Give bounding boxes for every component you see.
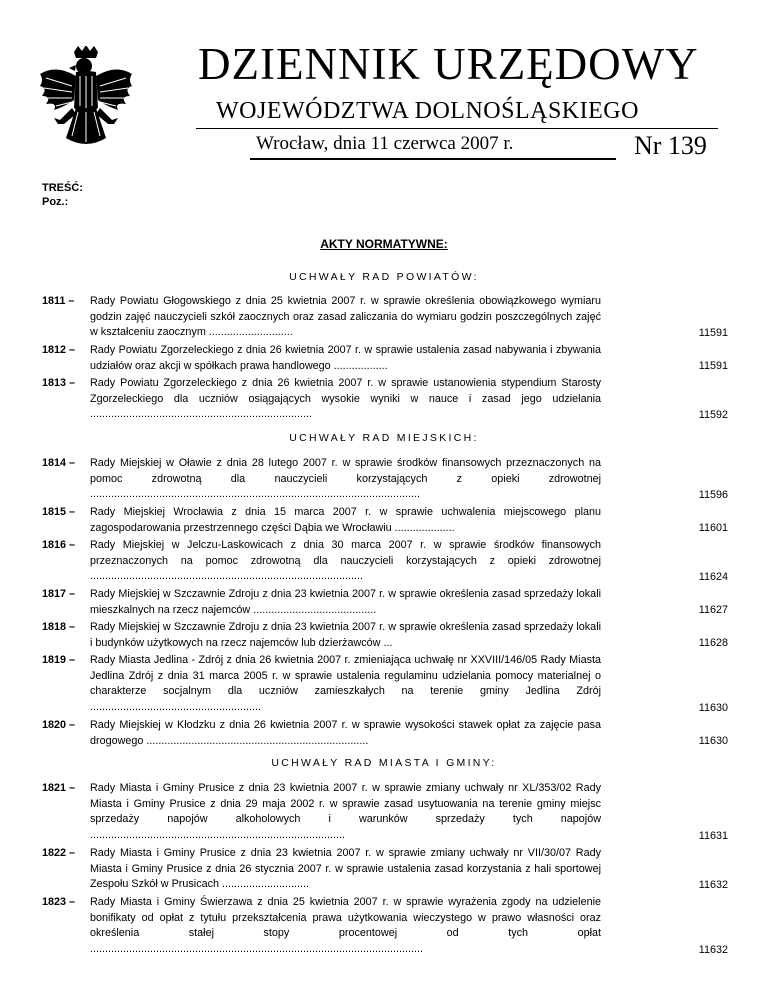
- entry-number: 1817 –: [42, 588, 76, 600]
- entry-title: Rady Miejskiej w Szczawnie Zdroju z dnia 23 kwietnia 2007 r. w sprawie określenia zasad sprzedaży lokali i budynków użytkowych na rzecz najemców lub dzierżawców ...: [90, 621, 601, 649]
- entry-title: Rady Miejskiej w Oławie z dnia 28 lutego 2007 r. w sprawie środków finansowych przeznaczonych na pomoc zdrowotną dla nauczycieli korzystających z opieki zdrowotnej ..............................................................................................................: [90, 457, 601, 500]
- entry-title: Rady Powiatu Głogowskiego z dnia 25 kwietnia 2007 r. w sprawie określenia obowiązkowego wymiaru godzin zajęć nauczycieli szkół zaocznych oraz zasad zaliczania do wymiaru godzin poszczególnych zajęć w kształceniu zaocznym ............................: [90, 295, 601, 338]
- entry-title: Rady Miasta Jedlina - Zdrój z dnia 26 kwietnia 2007 r. zmieniająca uchwałę nr XXVIII/146/05 Rady Miasta Jedlina Zdrój z dnia 31 marca 2005 r. w sprawie ustalenia regulaminu udzielania pomocy materialnej o charakterze socjalnym dla uczniów zamieszkałych na terenie gminy Jedlina Zdrój .........................................................: [90, 654, 601, 713]
- entry-number: 1823 –: [42, 896, 76, 908]
- entry-page: 11596: [698, 488, 728, 501]
- entry-number: 1818 –: [42, 621, 76, 633]
- toc-entry[interactable]: [42, 781, 732, 844]
- toc-entry[interactable]: [42, 505, 732, 536]
- issue-number: Nr 139: [634, 131, 707, 160]
- entry-number: 1820 –: [42, 719, 76, 731]
- toc-entry[interactable]: [42, 620, 732, 651]
- entry-title: Rady Powiatu Zgorzeleckiego z dnia 26 kwietnia 2007 r. w sprawie ustanowienia stypendium Starosty Zgorzeleckiego dla uczniów osiągających wysokie wyniki w nauce i zasad jego udzielania ..........................................................................: [90, 377, 601, 420]
- entry-title: Rady Miejskiej w Jelczu-Laskowicach z dnia 30 marca 2007 r. w sprawie środków finansowych przeznaczonych na pomoc zdrowotną dla nauczycieli korzystających z opieki zdrowotnej ...........................................................................................: [90, 539, 601, 582]
- entry-page: 11601: [698, 521, 728, 534]
- entry-page: 11632: [698, 943, 728, 956]
- entry-title: Rady Miejskiej w Szczawnie Zdroju z dnia 23 kwietnia 2007 r. w sprawie określenia zasad sprzedaży lokali mieszkalnych na rzecz najemców .........................................: [90, 588, 601, 616]
- toc-entry[interactable]: [42, 294, 732, 341]
- dateline-rule: [250, 158, 616, 160]
- publication-title: DZIENNIK URZĘDOWY: [198, 39, 699, 89]
- section-heading: UCHWAŁY RAD MIASTA I GMINY:: [271, 757, 497, 769]
- entry-page: 11592: [698, 408, 728, 421]
- entry-title: Rady Miasta i Gminy Świerzawa z dnia 25 kwietnia 2007 r. w sprawie wyrażenia zgody na udzielenie bonifikaty od opłat z tytułu przekształcenia prawa użytkowania wieczystego w prawo własności oraz określenia stałej stopy procentowej od tych opłat ...............................................................................................................: [90, 896, 601, 955]
- entry-title: Rady Miejskiej Wrocławia z dnia 15 marca 2007 r. w sprawie uchwalenia miejscowego planu zagospodarowania przestrzennego części Dąbia we Wrocławiu ....................: [90, 506, 601, 534]
- polish-eagle-emblem: [36, 46, 136, 158]
- position-label: Poz.:: [42, 196, 69, 208]
- contents-label: TREŚĆ:: [42, 182, 83, 194]
- entry-number: 1813 –: [42, 377, 76, 389]
- entry-number: 1816 –: [42, 539, 76, 551]
- entry-page: 11630: [698, 701, 728, 714]
- entry-number: 1821 –: [42, 782, 76, 794]
- entry-title: Rady Powiatu Zgorzeleckiego z dnia 26 kwietnia 2007 r. w sprawie ustalenia zasad nabywania i zbywania udziałów oraz akcji w spółkach prawa handlowego ..................: [90, 344, 601, 372]
- entry-page: 11624: [698, 570, 728, 583]
- toc-entry[interactable]: [42, 538, 732, 585]
- entry-page: 11628: [698, 636, 728, 649]
- dateline: Wrocław, dnia 11 czerwca 2007 r.: [256, 133, 514, 154]
- entry-page: 11630: [698, 734, 728, 747]
- toc-entry[interactable]: [42, 895, 732, 958]
- entry-page: 11627: [698, 603, 728, 616]
- entry-title: Rady Miejskiej w Kłodzku z dnia 26 kwietnia 2007 r. w sprawie wysokości stawek opłat za zajęcie pasa drogowego ..........................................................................: [90, 719, 601, 747]
- toc-entry[interactable]: [42, 343, 732, 374]
- toc-entry[interactable]: [42, 376, 732, 423]
- entry-title: Rady Miasta i Gminy Prusice z dnia 23 kwietnia 2007 r. w sprawie zmiany uchwały nr XL/353/02 Rady Miasta i Gminy Prusice z dnia 29 maja 2002 r. w sprawie zasad usytuowania na terenie gminy miejsc sprzedaży napojów alkoholowych i warunków sprzedaży tych napojów .....................................................................................: [90, 782, 601, 841]
- section-heading: UCHWAŁY RAD MIEJSKICH:: [289, 432, 479, 444]
- toc-entry[interactable]: [42, 846, 732, 893]
- entry-page: 11631: [698, 829, 728, 842]
- section-heading: UCHWAŁY RAD POWIATÓW:: [289, 271, 479, 283]
- entry-number: 1812 –: [42, 344, 76, 356]
- toc-entry[interactable]: [42, 456, 732, 503]
- entry-title: Rady Miasta i Gminy Prusice z dnia 23 kwietnia 2007 r. w sprawie zmiany uchwały nr VII/30/07 Rady Miasta i Gminy Prusice z dnia 26 stycznia 2007 r. w sprawie ustalenia zasad korzystania z hali sportowej Zespołu Szkół w Prusicach .............................: [90, 847, 601, 890]
- entry-number: 1814 –: [42, 457, 76, 469]
- toc-entry[interactable]: [42, 718, 732, 749]
- acts-heading: AKTY NORMATYWNE:: [320, 237, 448, 251]
- entry-page: 11591: [698, 326, 728, 339]
- masthead-rule: [196, 128, 718, 129]
- entry-page: 11632: [698, 878, 728, 891]
- entry-number: 1822 –: [42, 847, 76, 859]
- entry-number: 1819 –: [42, 654, 76, 666]
- toc-entry[interactable]: [42, 653, 732, 716]
- entry-number: 1811 –: [42, 295, 75, 307]
- entry-number: 1815 –: [42, 506, 76, 518]
- toc-entry[interactable]: [42, 587, 732, 618]
- publication-subtitle: WOJEWÓDZTWA DOLNOŚLĄSKIEGO: [216, 98, 639, 124]
- entry-page: 11591: [698, 359, 728, 372]
